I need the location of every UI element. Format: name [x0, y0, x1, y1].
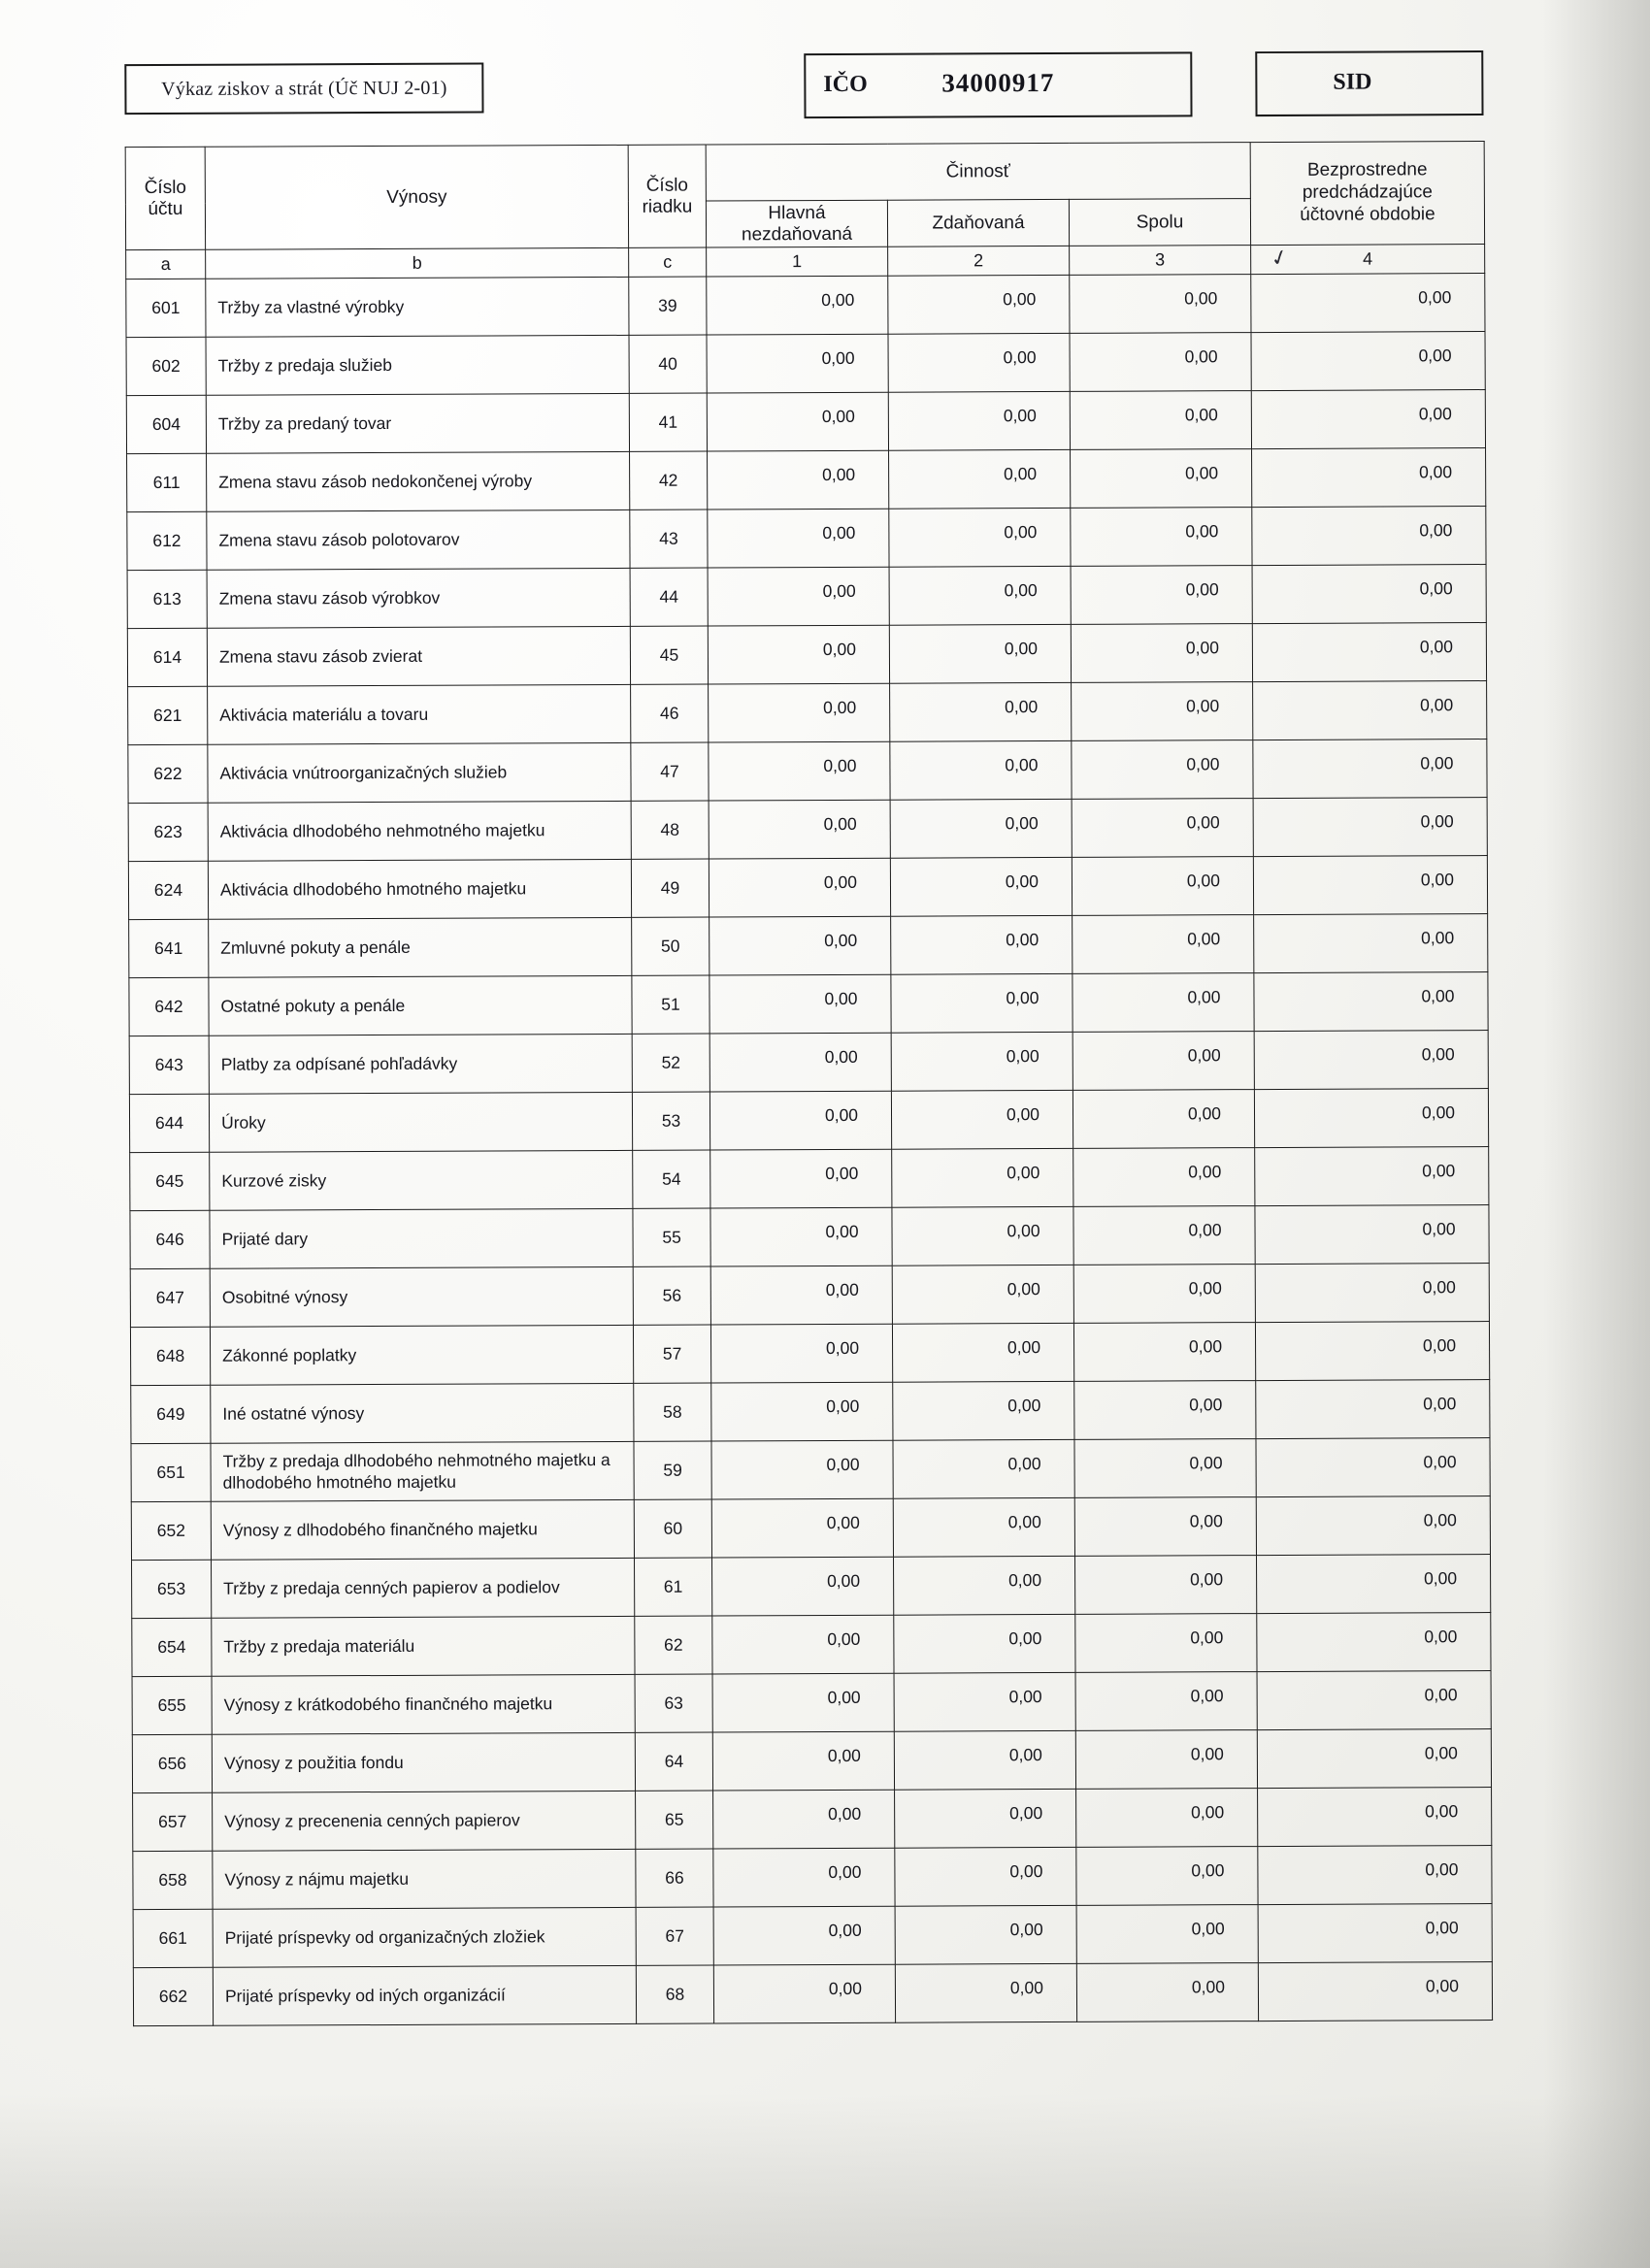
cell-account-number: 611	[127, 453, 207, 511]
cell-taxed: 0,00	[889, 449, 1071, 509]
cell-account-number: 662	[133, 1967, 213, 2025]
cell-previous-period: 0,00	[1254, 972, 1488, 1032]
cell-description: Osobitné výnosy	[210, 1266, 633, 1327]
table-row	[128, 798, 1487, 862]
table-row	[131, 1438, 1490, 1502]
cell-total: 0,00	[1072, 1090, 1254, 1149]
cell-row-number: 68	[636, 1965, 713, 2023]
header-main-untaxed	[706, 200, 887, 247]
cell-account-number: 644	[129, 1094, 209, 1152]
cell-previous-period: 0,00	[1257, 1729, 1491, 1789]
cell-total: 0,00	[1072, 682, 1253, 741]
cell-description: Iné ostatné výnosy	[211, 1383, 634, 1443]
header-activity-group: Činnosť	[706, 143, 1250, 201]
cell-main-untaxed: 0,00	[712, 1673, 894, 1732]
header-row-number-line1: Číslo	[645, 175, 689, 197]
cell-previous-period: 0,00	[1251, 332, 1485, 391]
cell-row-number: 61	[635, 1558, 712, 1616]
cell-total: 0,00	[1072, 740, 1253, 800]
header-previous-period-line2: predchádzajúce	[1302, 181, 1433, 203]
cell-previous-period: 0,00	[1254, 914, 1488, 973]
table-row	[131, 1496, 1490, 1561]
cell-account-number: 604	[126, 395, 206, 453]
header-taxed: Zdaňovaná	[887, 199, 1069, 247]
cell-total: 0,00	[1071, 508, 1252, 567]
cell-description: Aktivácia dlhodobého hmotného majetku	[208, 859, 631, 919]
header-account-number-line1: Číslo	[144, 178, 187, 199]
cell-previous-period: 0,00	[1255, 1264, 1489, 1323]
cell-main-untaxed: 0,00	[712, 1557, 894, 1616]
sid-label: SID	[1333, 69, 1372, 95]
cell-total: 0,00	[1076, 1905, 1258, 1964]
table-row	[130, 1205, 1489, 1269]
cell-description: Zmena stavu zásob zvierat	[207, 626, 630, 686]
table-row	[133, 1962, 1492, 2026]
table-row	[129, 914, 1488, 978]
cell-main-untaxed: 0,00	[710, 974, 891, 1034]
letter-c: c	[629, 247, 707, 277]
cell-main-untaxed: 0,00	[709, 683, 890, 742]
cell-main-untaxed: 0,00	[708, 450, 889, 509]
cell-description: Aktivácia vnútroorganizačných služieb	[208, 742, 631, 803]
revenues-table	[125, 141, 1493, 2026]
cell-main-untaxed: 0,00	[710, 1091, 891, 1150]
cell-account-number: 649	[131, 1385, 211, 1443]
cell-previous-period: 0,00	[1254, 1031, 1488, 1090]
cell-main-untaxed: 0,00	[711, 1498, 893, 1558]
cell-main-untaxed: 0,00	[710, 1265, 892, 1325]
cell-description: Zmluvné pokuty a penále	[209, 917, 632, 977]
header-total: Spolu	[1069, 199, 1250, 247]
cell-total: 0,00	[1070, 275, 1251, 334]
cell-taxed: 0,00	[890, 799, 1072, 858]
cell-account-number: 641	[129, 919, 209, 977]
cell-description: Prijaté príspevky od organizačných zložiek	[213, 1907, 636, 1967]
cell-row-number: 53	[632, 1092, 710, 1150]
cell-previous-period: 0,00	[1252, 623, 1486, 682]
cell-description: Tržby z predaja dlhodobého nehmotného majetku a dlhodobého hmotného majetku	[211, 1441, 634, 1501]
cell-main-untaxed: 0,00	[710, 1033, 891, 1092]
cell-previous-period: 0,00	[1258, 1904, 1492, 1963]
cell-total: 0,00	[1076, 1963, 1258, 2022]
header-row-number	[628, 145, 706, 247]
cell-row-number: 62	[635, 1616, 712, 1674]
cell-total: 0,00	[1074, 1381, 1256, 1440]
cell-taxed: 0,00	[891, 1032, 1072, 1091]
cell-description: Ostatné pokuty a penále	[209, 975, 632, 1035]
cell-account-number: 647	[130, 1268, 210, 1327]
cell-main-untaxed: 0,00	[709, 800, 890, 859]
table-row	[127, 507, 1486, 571]
cell-row-number: 47	[631, 742, 709, 801]
cell-account-number: 623	[128, 803, 208, 861]
cell-account-number: 621	[128, 686, 208, 744]
table-row	[132, 1729, 1491, 1793]
cell-total: 0,00	[1070, 391, 1251, 450]
cell-account-number: 602	[126, 337, 206, 395]
cell-total: 0,00	[1073, 1265, 1255, 1324]
cell-row-number: 60	[634, 1499, 711, 1558]
cell-main-untaxed: 0,00	[711, 1382, 893, 1441]
table-row	[127, 623, 1486, 687]
cell-description: Tržby za vlastné výrobky	[206, 277, 629, 337]
cell-taxed: 0,00	[892, 1206, 1073, 1265]
cell-description: Zmena stavu zásob nedokončenej výroby	[207, 451, 630, 511]
cell-main-untaxed: 0,00	[710, 1207, 892, 1266]
cell-description: Prijaté príspevky od iných organizácií	[213, 1965, 636, 2025]
cell-taxed: 0,00	[890, 740, 1072, 800]
table-row	[128, 740, 1487, 804]
table-row	[133, 1846, 1492, 1910]
cell-row-number: 55	[633, 1208, 710, 1266]
cell-total: 0,00	[1072, 973, 1254, 1033]
cell-main-untaxed: 0,00	[709, 858, 890, 917]
cell-taxed: 0,00	[893, 1381, 1074, 1440]
form-sheet	[124, 50, 1492, 2026]
cell-description: Tržby z predaja cenných papierov a podielov	[212, 1558, 635, 1618]
cell-total: 0,00	[1070, 333, 1251, 392]
cell-total: 0,00	[1071, 624, 1252, 683]
cell-taxed: 0,00	[895, 1905, 1076, 1964]
header-previous-period	[1250, 142, 1484, 246]
cell-total: 0,00	[1076, 1847, 1258, 1906]
cell-description: Aktivácia materiálu a tovaru	[208, 684, 631, 744]
table-row	[126, 274, 1485, 338]
cell-main-untaxed: 0,00	[712, 1731, 894, 1791]
cell-row-number: 57	[633, 1325, 710, 1383]
cell-taxed: 0,00	[894, 1556, 1075, 1615]
letter-2: 2	[888, 246, 1070, 276]
cell-total: 0,00	[1071, 566, 1252, 625]
table-row	[127, 565, 1486, 629]
table-row	[126, 390, 1485, 454]
cell-row-number: 58	[634, 1383, 711, 1441]
cell-total: 0,00	[1072, 915, 1254, 974]
table-row	[132, 1613, 1491, 1677]
cell-main-untaxed: 0,00	[707, 392, 888, 451]
table-row	[128, 681, 1487, 745]
cell-row-number: 48	[631, 801, 709, 859]
cell-account-number: 652	[131, 1501, 211, 1560]
table-row	[133, 1904, 1492, 1968]
cell-description: Výnosy z nájmu majetku	[213, 1849, 636, 1909]
cell-total: 0,00	[1072, 857, 1253, 916]
letter-b: b	[206, 247, 629, 279]
table-row	[132, 1555, 1491, 1619]
table-row	[128, 856, 1487, 920]
cell-previous-period: 0,00	[1251, 274, 1485, 333]
cell-account-number: 655	[132, 1676, 212, 1734]
cell-description: Výnosy z krátkodobého finančného majetku	[212, 1674, 635, 1734]
cell-taxed: 0,00	[891, 915, 1072, 974]
letter-4: 4	[1251, 245, 1485, 275]
header-previous-period-line3: účtovné obdobie	[1300, 204, 1436, 225]
table-row	[130, 1147, 1489, 1211]
cell-row-number: 41	[629, 393, 707, 451]
ico-value: 34000917	[941, 67, 1055, 98]
table-row	[129, 1089, 1488, 1153]
cell-row-number: 59	[634, 1441, 711, 1499]
header-account-number	[125, 147, 205, 249]
cell-previous-period: 0,00	[1251, 390, 1485, 449]
cell-total: 0,00	[1071, 449, 1252, 509]
cell-taxed: 0,00	[889, 508, 1071, 567]
cell-row-number: 40	[629, 335, 707, 393]
cell-description: Tržby za predaný tovar	[206, 393, 629, 453]
cell-row-number: 46	[631, 684, 709, 742]
cell-taxed: 0,00	[892, 1323, 1073, 1382]
cell-total: 0,00	[1072, 799, 1253, 858]
cell-description: Zákonné poplatky	[210, 1325, 633, 1385]
letter-1: 1	[707, 247, 888, 277]
cell-account-number: 614	[127, 628, 207, 686]
cell-total: 0,00	[1072, 1032, 1254, 1091]
form-header	[124, 50, 1483, 129]
cell-main-untaxed: 0,00	[709, 741, 890, 801]
cell-total: 0,00	[1075, 1730, 1257, 1790]
cell-total: 0,00	[1073, 1323, 1255, 1382]
form-title-box	[124, 63, 483, 115]
header-row-number-line2: riadku	[642, 196, 693, 217]
cell-total: 0,00	[1074, 1497, 1256, 1557]
cell-previous-period: 0,00	[1257, 1671, 1491, 1730]
cell-main-untaxed: 0,00	[713, 1964, 895, 2023]
cell-description: Prijaté dary	[210, 1208, 633, 1268]
cell-previous-period: 0,00	[1253, 798, 1487, 857]
cell-total: 0,00	[1074, 1439, 1256, 1498]
cell-taxed: 0,00	[892, 1265, 1073, 1324]
cell-row-number: 64	[635, 1732, 712, 1791]
cell-account-number: 648	[130, 1327, 210, 1385]
cell-account-number: 656	[132, 1734, 212, 1792]
cell-main-untaxed: 0,00	[713, 1790, 895, 1849]
cell-account-number: 646	[130, 1210, 210, 1268]
cell-taxed: 0,00	[893, 1439, 1074, 1498]
ico-box	[804, 51, 1192, 118]
cell-account-number: 653	[132, 1560, 212, 1618]
cell-row-number: 44	[630, 568, 708, 626]
cell-account-number: 613	[127, 570, 207, 628]
cell-total: 0,00	[1074, 1556, 1256, 1615]
cell-total: 0,00	[1076, 1789, 1258, 1848]
cell-previous-period: 0,00	[1255, 1147, 1489, 1206]
cell-previous-period: 0,00	[1256, 1380, 1490, 1439]
cell-account-number: 661	[133, 1909, 213, 1967]
table-row	[130, 1322, 1489, 1386]
cell-row-number: 49	[631, 859, 709, 917]
ico-label: IČO	[823, 71, 868, 98]
table-header-top	[125, 142, 1484, 204]
cell-account-number: 658	[133, 1851, 213, 1909]
cell-row-number: 54	[633, 1150, 710, 1208]
cell-main-untaxed: 0,00	[707, 334, 888, 393]
cell-previous-period: 0,00	[1253, 856, 1487, 915]
cell-taxed: 0,00	[888, 333, 1070, 392]
cell-main-untaxed: 0,00	[710, 916, 891, 975]
cell-total: 0,00	[1075, 1672, 1257, 1731]
form-title: Výkaz ziskov a strát (Úč NUJ 2-01)	[161, 77, 447, 100]
cell-account-number: 622	[128, 744, 208, 803]
cell-account-number: 657	[133, 1792, 213, 1851]
header-main-untaxed-line1: Hlavná	[768, 203, 826, 224]
cell-account-number: 643	[129, 1035, 209, 1094]
cell-account-number: 645	[130, 1152, 210, 1210]
cell-row-number: 51	[632, 975, 710, 1034]
cell-row-number: 67	[636, 1907, 713, 1965]
header-main-untaxed-line2: nezdaňovaná	[741, 223, 853, 245]
cell-description: Tržby z predaja služieb	[206, 335, 629, 395]
cell-taxed: 0,00	[893, 1497, 1074, 1557]
cell-taxed: 0,00	[891, 973, 1072, 1033]
cell-row-number: 43	[630, 509, 708, 568]
cell-account-number: 601	[126, 279, 206, 337]
cell-previous-period: 0,00	[1258, 1846, 1492, 1905]
cell-previous-period: 0,00	[1258, 1788, 1492, 1847]
cell-taxed: 0,00	[895, 1847, 1076, 1906]
cell-main-untaxed: 0,00	[708, 567, 889, 626]
cell-taxed: 0,00	[891, 1090, 1072, 1149]
cell-previous-period: 0,00	[1257, 1613, 1491, 1672]
cell-taxed: 0,00	[890, 682, 1072, 741]
cell-row-number: 39	[629, 277, 707, 335]
cell-description: Výnosy z použitia fondu	[212, 1732, 635, 1792]
cell-description: Platby za odpísané pohľadávky	[209, 1034, 632, 1094]
table-row	[126, 332, 1485, 396]
cell-row-number: 65	[636, 1791, 713, 1849]
cell-previous-period: 0,00	[1253, 740, 1487, 799]
cell-taxed: 0,00	[894, 1672, 1075, 1731]
cell-previous-period: 0,00	[1252, 448, 1486, 508]
header-description: Výnosy	[205, 145, 628, 249]
cell-taxed: 0,00	[892, 1148, 1073, 1207]
cell-total: 0,00	[1073, 1148, 1255, 1207]
cell-description: Zmena stavu zásob výrobkov	[207, 568, 630, 628]
table-row	[129, 972, 1488, 1036]
cell-main-untaxed: 0,00	[710, 1149, 892, 1208]
cell-taxed: 0,00	[889, 566, 1071, 625]
cell-account-number: 642	[129, 977, 209, 1035]
cell-row-number: 56	[633, 1266, 710, 1325]
table-row	[129, 1031, 1488, 1095]
sid-box	[1255, 50, 1483, 116]
cell-main-untaxed: 0,00	[708, 625, 889, 684]
cell-description: Úroky	[209, 1092, 632, 1152]
cell-previous-period: 0,00	[1253, 681, 1487, 740]
cell-main-untaxed: 0,00	[713, 1848, 895, 1907]
cell-taxed: 0,00	[888, 275, 1070, 334]
table-row	[127, 448, 1486, 512]
cell-description: Výnosy z dlhodobého finančného majetku	[211, 1499, 634, 1560]
cell-account-number: 624	[128, 861, 208, 919]
table-row	[130, 1264, 1489, 1328]
cell-taxed: 0,00	[890, 857, 1072, 916]
table-row	[131, 1380, 1490, 1444]
cell-description: Kurzové zisky	[210, 1150, 633, 1210]
cell-total: 0,00	[1073, 1206, 1255, 1265]
handwritten-mark: ✓	[1267, 243, 1292, 273]
cell-row-number: 45	[630, 626, 708, 684]
cell-previous-period: 0,00	[1256, 1496, 1490, 1556]
cell-taxed: 0,00	[894, 1614, 1075, 1673]
table-body	[126, 274, 1493, 2026]
cell-row-number: 42	[630, 451, 708, 509]
cell-main-untaxed: 0,00	[713, 1906, 895, 1965]
cell-total: 0,00	[1075, 1614, 1257, 1673]
cell-previous-period: 0,00	[1258, 1962, 1492, 2021]
cell-main-untaxed: 0,00	[708, 509, 889, 568]
table-row	[132, 1671, 1491, 1735]
letter-3: 3	[1070, 246, 1251, 276]
cell-taxed: 0,00	[895, 1963, 1076, 2022]
cell-description: Tržby z predaja materiálu	[212, 1616, 635, 1676]
cell-main-untaxed: 0,00	[711, 1440, 893, 1499]
cell-account-number: 654	[132, 1618, 212, 1676]
header-account-number-line2: účtu	[148, 198, 183, 219]
cell-description: Aktivácia dlhodobého nehmotného majetku	[208, 801, 631, 861]
cell-account-number: 651	[131, 1443, 211, 1501]
cell-taxed: 0,00	[894, 1730, 1075, 1790]
cell-description: Výnosy z precenenia cenných papierov	[213, 1791, 636, 1851]
cell-row-number: 52	[632, 1034, 710, 1092]
cell-taxed: 0,00	[888, 391, 1070, 450]
cell-row-number: 66	[636, 1849, 713, 1907]
cell-account-number: 612	[127, 511, 207, 570]
header-previous-period-line1: Bezprostredne	[1306, 159, 1428, 181]
table-row	[133, 1788, 1492, 1852]
cell-main-untaxed: 0,00	[710, 1324, 892, 1383]
cell-main-untaxed: 0,00	[707, 276, 888, 335]
cell-previous-period: 0,00	[1252, 565, 1486, 624]
cell-description: Zmena stavu zásob polotovarov	[207, 509, 630, 570]
cell-previous-period: 0,00	[1255, 1205, 1489, 1265]
cell-previous-period: 0,00	[1256, 1438, 1490, 1497]
letter-a: a	[126, 249, 206, 279]
cell-previous-period: 0,00	[1252, 507, 1486, 566]
cell-taxed: 0,00	[889, 624, 1071, 683]
cell-previous-period: 0,00	[1256, 1555, 1490, 1614]
cell-previous-period: 0,00	[1254, 1089, 1488, 1148]
cell-row-number: 63	[635, 1674, 712, 1732]
cell-main-untaxed: 0,00	[712, 1615, 894, 1674]
cell-taxed: 0,00	[895, 1789, 1076, 1848]
cell-row-number: 50	[632, 917, 710, 975]
cell-previous-period: 0,00	[1255, 1322, 1489, 1381]
